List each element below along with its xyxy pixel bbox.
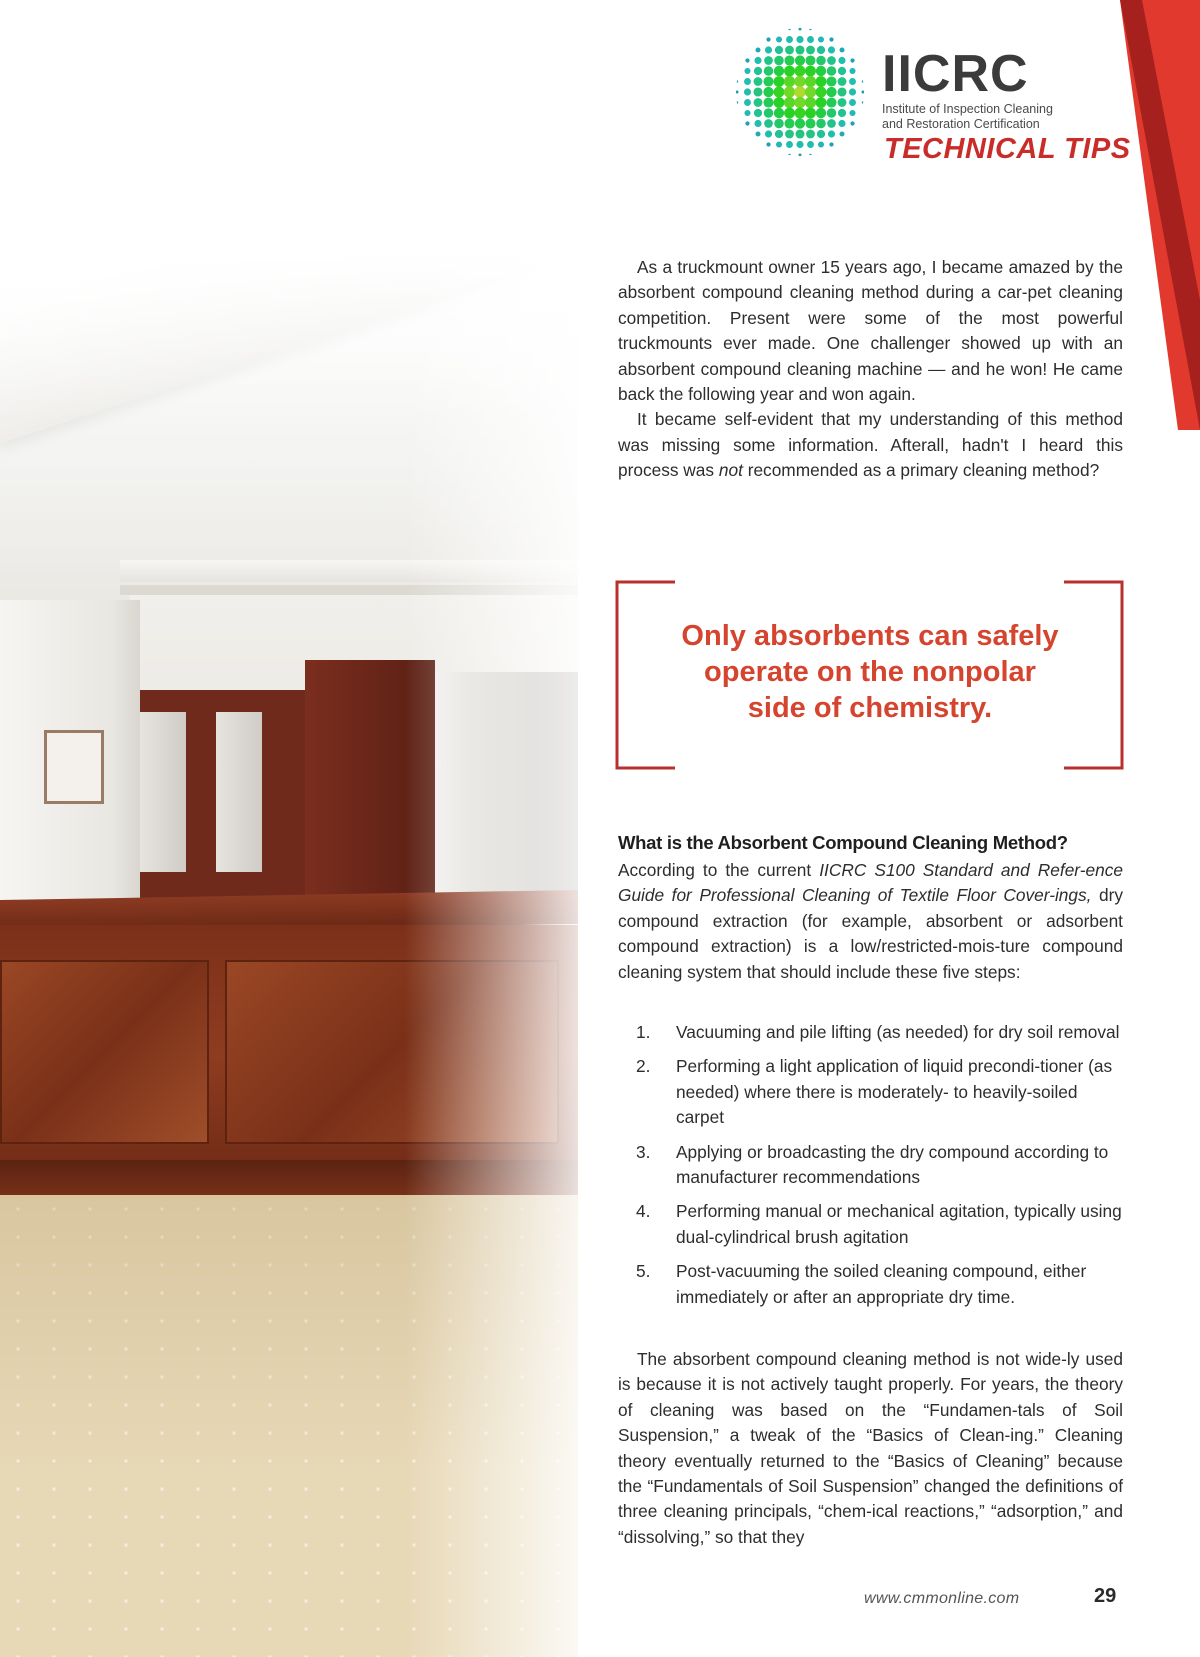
list-item: 4. Performing manual or mechanical agitation, typically using dual-cylindrical brush agitation	[636, 1201, 1122, 1247]
section-text	[618, 858, 1123, 985]
logo-subtitle-line2: and Restoration Certification	[882, 117, 1040, 131]
closing-paragraph: The absorbent compound cleaning method is not wide-ly used is because it is not actively taught properly. For years, the theory of cleaning was based on the “Fundamen-tals of Soil Suspension,” a tweak of the “Basics of Clean-ing.” Cleaning theory eventually returned to the “Basics of Cleaning” because the “Fundamentals of Soil Suspension” changed the definitions of three cleaning principals, “chem-ical reactions,” “adsorption,” and “dissolving,” so that they	[618, 1349, 1123, 1547]
reception-photo	[0, 0, 578, 1657]
list-item: 3. Applying or broadcasting the dry compound according to manufacturer recommendations	[636, 1141, 1109, 1188]
steps-list	[618, 1020, 1123, 1319]
intro-paragraph-2: It became self-evident that my understanding of this method was missing some information. Afterall, hadn't I heard this process was not recommended as a primary cleaning method?	[618, 409, 1123, 481]
closing-text	[618, 1347, 1123, 1550]
logo-wordmark: IICRC	[882, 45, 1029, 103]
intro-paragraph-1: As a truckmount owner 15 years ago, I became amazed by the absorbent compound cleaning method during a car-pet cleaning competition. Present were some of the most powerful truckmounts ever made. One challenger showed up with an absorbent compound cleaning machine — and he won! He came back the following year and won again.	[618, 257, 1123, 405]
pullquote-line2: operate on the nonpolar	[704, 656, 1036, 688]
iicrc-globe-icon	[734, 26, 866, 158]
pullquote	[640, 618, 1100, 726]
intro-text	[618, 255, 1123, 484]
pullquote-line3: side of chemistry.	[747, 692, 993, 724]
section-paragraph: According to the current IICRC S100 Standard and Refer-ence Guide for Professional Cleaning of Textile Floor Cover-ings, dry compound extraction (for example, absorbent or adsorbent compound extraction) is a low/restricted-mois-ture compound cleaning system that should include these five steps:	[618, 860, 1124, 982]
section-heading: What is the Absorbent Compound Cleaning Method?	[618, 832, 1068, 853]
list-item: 1. Vacuuming and pile lifting (as needed) for dry soil removal	[636, 1022, 1120, 1042]
list-item: 2. Performing a light application of liquid precondi-tioner (as needed) where there is moderately- to heavily-soiled carpet	[636, 1056, 1113, 1128]
pullquote-line1: Only absorbents can safely	[681, 620, 1059, 652]
iicrc-logo-text	[882, 45, 1092, 132]
footer-url[interactable]: www.cmmonline.com	[864, 1590, 1020, 1607]
red-corner-decoration	[1120, 0, 1200, 430]
logo-subtitle-line1: Institute of Inspection Cleaning	[882, 102, 1053, 116]
page-number: 29	[1094, 1585, 1117, 1607]
section-label: TECHNICAL TIPS	[884, 133, 1131, 165]
list-item: 5. Post-vacuuming the soiled cleaning compound, either immediately or after an appropriate dry time.	[636, 1261, 1087, 1307]
